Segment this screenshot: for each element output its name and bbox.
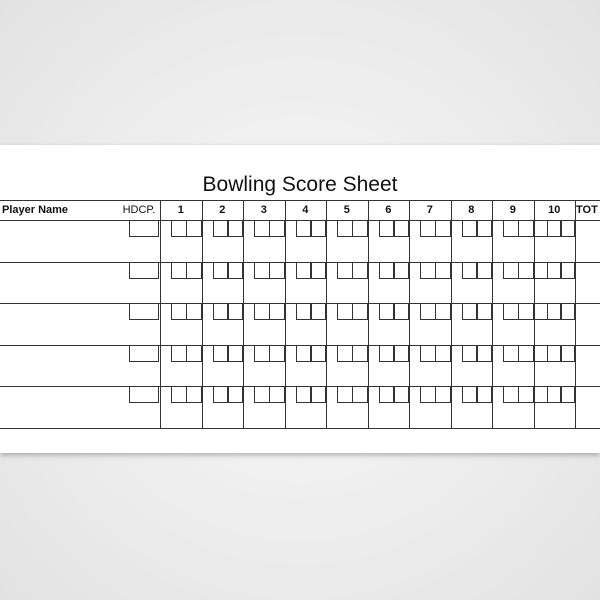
player-name-field[interactable] — [0, 263, 128, 303]
ball-box[interactable] — [269, 345, 285, 362]
ball-box[interactable] — [352, 345, 368, 362]
ball-box[interactable] — [337, 386, 353, 403]
header-frame-5: 5 — [343, 204, 350, 216]
ball-box[interactable] — [420, 386, 436, 403]
ball-box[interactable] — [352, 262, 368, 279]
ball-box[interactable] — [186, 386, 202, 403]
ball-box[interactable] — [561, 386, 576, 403]
ball-box[interactable] — [228, 303, 244, 320]
ball-box[interactable] — [337, 303, 353, 320]
ball-box[interactable] — [228, 345, 244, 362]
frame-column-line — [368, 200, 369, 428]
total-score-field[interactable] — [576, 387, 600, 427]
ball-box[interactable] — [518, 386, 534, 403]
header-frame-2: 2 — [219, 204, 226, 216]
frame-column-line — [285, 200, 286, 428]
header-frame-3: 3 — [260, 204, 267, 216]
player-name-field[interactable] — [0, 346, 128, 386]
frame-column-line — [409, 200, 410, 428]
frame-column-line — [326, 200, 327, 428]
ball-box[interactable] — [254, 262, 270, 279]
ball-box[interactable] — [477, 345, 493, 362]
frame-column-line — [243, 200, 244, 428]
player-name-field[interactable] — [0, 304, 128, 344]
header-frame-1: 1 — [177, 204, 184, 216]
ball-box[interactable] — [503, 303, 519, 320]
header-player-name: Player Name — [2, 204, 69, 216]
ball-box[interactable] — [296, 386, 312, 403]
ball-box[interactable] — [228, 220, 244, 237]
header-frame-7: 7 — [426, 204, 433, 216]
ball-box[interactable] — [337, 220, 353, 237]
ball-box[interactable] — [213, 262, 229, 279]
ball-box[interactable] — [435, 386, 451, 403]
ball-box[interactable] — [534, 345, 548, 362]
header-frame-8: 8 — [468, 204, 475, 216]
ball-box[interactable] — [477, 303, 493, 320]
ball-box[interactable] — [435, 345, 451, 362]
ball-box[interactable] — [311, 303, 327, 320]
ball-box[interactable] — [186, 303, 202, 320]
ball-box[interactable] — [269, 386, 285, 403]
ball-box[interactable] — [503, 262, 519, 279]
ball-box[interactable] — [254, 345, 270, 362]
ball-box[interactable] — [337, 262, 353, 279]
ball-box[interactable] — [534, 220, 548, 237]
ball-box[interactable] — [561, 303, 576, 320]
ball-box[interactable] — [171, 262, 187, 279]
frame-column-line — [492, 200, 493, 428]
ball-box[interactable] — [213, 220, 229, 237]
ball-box[interactable] — [171, 386, 187, 403]
ball-box[interactable] — [518, 303, 534, 320]
ball-box[interactable] — [462, 303, 478, 320]
ball-box[interactable] — [394, 345, 410, 362]
ball-box[interactable] — [420, 303, 436, 320]
row-divider-line — [0, 428, 600, 429]
header-hdcp: HDCP. — [122, 204, 156, 216]
ball-box[interactable] — [394, 386, 410, 403]
ball-box[interactable] — [352, 303, 368, 320]
ball-box[interactable] — [534, 303, 548, 320]
ball-box[interactable] — [477, 262, 493, 279]
ball-box[interactable] — [547, 220, 561, 237]
ball-box[interactable] — [379, 345, 395, 362]
ball-box[interactable] — [561, 220, 576, 237]
ball-box[interactable] — [534, 386, 548, 403]
ball-box[interactable] — [462, 220, 478, 237]
sheet-title: Bowling Score Sheet — [202, 173, 398, 196]
player-name-field[interactable] — [0, 387, 128, 427]
ball-box[interactable] — [503, 386, 519, 403]
ball-box[interactable] — [228, 262, 244, 279]
ball-box[interactable] — [254, 386, 270, 403]
ball-box[interactable] — [213, 386, 229, 403]
ball-box[interactable] — [379, 220, 395, 237]
ball-box[interactable] — [379, 303, 395, 320]
ball-box[interactable] — [518, 262, 534, 279]
ball-box[interactable] — [435, 220, 451, 237]
ball-box[interactable] — [269, 262, 285, 279]
ball-box[interactable] — [311, 220, 327, 237]
frame-column-line — [160, 200, 161, 428]
ball-box[interactable] — [561, 262, 576, 279]
score-sheet — [0, 145, 600, 453]
header-total: TOT — [576, 204, 598, 216]
ball-box[interactable] — [420, 345, 436, 362]
ball-box[interactable] — [394, 303, 410, 320]
ball-box[interactable] — [547, 386, 561, 403]
ball-box[interactable] — [518, 345, 534, 362]
ball-box[interactable] — [435, 262, 451, 279]
ball-box[interactable] — [296, 303, 312, 320]
total-score-field[interactable] — [576, 346, 600, 386]
ball-box[interactable] — [435, 303, 451, 320]
ball-box[interactable] — [462, 345, 478, 362]
ball-box[interactable] — [337, 345, 353, 362]
ball-box[interactable] — [186, 345, 202, 362]
header-frame-9: 9 — [509, 204, 516, 216]
ball-box[interactable] — [171, 303, 187, 320]
ball-box[interactable] — [379, 386, 395, 403]
ball-box[interactable] — [518, 220, 534, 237]
ball-box[interactable] — [462, 262, 478, 279]
ball-box[interactable] — [311, 345, 327, 362]
ball-box[interactable] — [186, 262, 202, 279]
ball-box[interactable] — [311, 262, 327, 279]
ball-box[interactable] — [352, 386, 368, 403]
ball-box[interactable] — [186, 220, 202, 237]
ball-box[interactable] — [420, 220, 436, 237]
ball-box[interactable] — [547, 262, 561, 279]
ball-box[interactable] — [477, 386, 493, 403]
ball-box[interactable] — [477, 220, 493, 237]
ball-box[interactable] — [254, 303, 270, 320]
ball-box[interactable] — [228, 386, 244, 403]
total-score-field[interactable] — [576, 304, 600, 344]
ball-box[interactable] — [379, 262, 395, 279]
ball-box[interactable] — [171, 220, 187, 237]
ball-box[interactable] — [503, 220, 519, 237]
ball-box[interactable] — [534, 262, 548, 279]
ball-box[interactable] — [171, 345, 187, 362]
ball-box[interactable] — [352, 220, 368, 237]
ball-box[interactable] — [394, 262, 410, 279]
ball-box[interactable] — [254, 220, 270, 237]
frame-column-line — [202, 200, 203, 428]
hdcp-box[interactable] — [129, 386, 159, 403]
frame-column-line — [451, 200, 452, 428]
header-frame-4: 4 — [302, 204, 309, 216]
ball-box[interactable] — [547, 303, 561, 320]
ball-box[interactable] — [394, 220, 410, 237]
ball-box[interactable] — [547, 345, 561, 362]
ball-box[interactable] — [561, 345, 576, 362]
total-score-field[interactable] — [576, 221, 600, 261]
ball-box[interactable] — [311, 386, 327, 403]
ball-box[interactable] — [296, 345, 312, 362]
ball-box[interactable] — [213, 303, 229, 320]
hdcp-box[interactable] — [129, 220, 159, 237]
ball-box[interactable] — [296, 262, 312, 279]
header-top-line — [0, 200, 600, 201]
ball-box[interactable] — [269, 220, 285, 237]
header-frame-6: 6 — [385, 204, 392, 216]
score-grid — [0, 145, 600, 453]
hdcp-box[interactable] — [129, 262, 159, 279]
hdcp-box[interactable] — [129, 345, 159, 362]
hdcp-box[interactable] — [129, 303, 159, 320]
header-frame-10: 10 — [548, 204, 561, 216]
ball-box[interactable] — [503, 345, 519, 362]
total-score-field[interactable] — [576, 263, 600, 303]
ball-box[interactable] — [462, 386, 478, 403]
ball-box[interactable] — [213, 345, 229, 362]
ball-box[interactable] — [296, 220, 312, 237]
player-name-field[interactable] — [0, 221, 128, 261]
ball-box[interactable] — [420, 262, 436, 279]
ball-box[interactable] — [269, 303, 285, 320]
